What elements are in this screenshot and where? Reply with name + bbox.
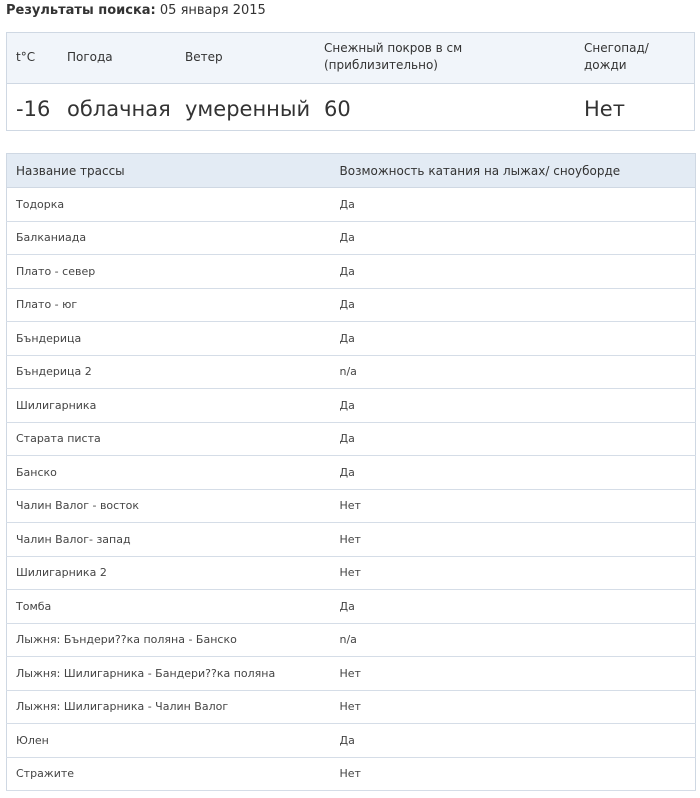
track-name: Плато - север: [7, 255, 331, 289]
weather-value-weather: облачная: [67, 97, 171, 121]
track-availability: Да: [331, 422, 696, 456]
track-name: Плато - юг: [7, 288, 331, 322]
search-results-label: Результаты поиска:: [6, 3, 156, 18]
search-results-date: 05 января 2015: [159, 3, 266, 18]
track-name: Чалин Валог- запад: [7, 523, 331, 557]
weather-value-temp: -16: [16, 97, 51, 121]
search-results-line: [6, 3, 266, 18]
table-row: [7, 590, 696, 624]
track-name: Шилигарника: [7, 389, 331, 423]
track-availability: Да: [331, 456, 696, 490]
tracks-header-row: [7, 154, 696, 188]
weather-value-wind: умеренный: [185, 97, 311, 121]
track-availability: Да: [331, 322, 696, 356]
track-name: Банско: [7, 456, 331, 490]
table-row: [7, 556, 696, 590]
weather-header-snowfall-line2: дожди: [584, 58, 627, 72]
tracks-table: [6, 153, 696, 791]
track-availability: n/a: [331, 623, 696, 657]
track-availability: n/a: [331, 355, 696, 389]
table-row: [7, 322, 696, 356]
track-availability: Да: [331, 724, 696, 758]
track-name: Лыжня: Шилигарника - Чалин Валог: [7, 690, 331, 724]
track-availability: Нет: [331, 657, 696, 691]
weather-header-snowfall: [584, 40, 649, 74]
weather-header-wind: Ветер: [185, 50, 223, 64]
tracks-header-name: Название трассы: [7, 154, 331, 188]
table-row: [7, 188, 696, 222]
track-name: Старата писта: [7, 422, 331, 456]
table-row: [7, 489, 696, 523]
weather-header-weather: Погода: [67, 50, 113, 64]
track-name: Чалин Валог - восток: [7, 489, 331, 523]
weather-header-snow-line1: Снежный покров в см: [324, 41, 463, 55]
track-name: Томба: [7, 590, 331, 624]
table-row: [7, 355, 696, 389]
track-availability: Нет: [331, 690, 696, 724]
weather-header-snowfall-line1: Снегопад/: [584, 41, 649, 55]
track-name: Стражите: [7, 757, 331, 791]
track-name: Балканиада: [7, 221, 331, 255]
track-availability: Да: [331, 221, 696, 255]
track-availability: Да: [331, 590, 696, 624]
table-row: [7, 523, 696, 557]
track-name: Юлен: [7, 724, 331, 758]
table-row: [7, 288, 696, 322]
table-row: [7, 422, 696, 456]
weather-header-snow-line2: (приблизительно): [324, 58, 438, 72]
track-name: Тодорка: [7, 188, 331, 222]
table-row: [7, 623, 696, 657]
weather-header-temp: t°C: [16, 50, 36, 64]
track-availability: Да: [331, 389, 696, 423]
table-row: [7, 255, 696, 289]
track-name: Бъндерица 2: [7, 355, 331, 389]
tracks-header-availability: Возможность катания на лыжах/ сноуборде: [331, 154, 696, 188]
table-row: [7, 724, 696, 758]
track-availability: Нет: [331, 757, 696, 791]
table-row: [7, 690, 696, 724]
track-availability: Нет: [331, 489, 696, 523]
weather-value-snow: 60: [324, 97, 351, 121]
track-availability: Нет: [331, 523, 696, 557]
track-availability: Да: [331, 288, 696, 322]
weather-header-snow: [324, 40, 462, 74]
weather-value-snowfall: Нет: [584, 97, 625, 121]
table-row: [7, 456, 696, 490]
weather-header-row: [7, 33, 694, 84]
weather-summary: [6, 32, 695, 131]
track-availability: Нет: [331, 556, 696, 590]
track-name: Шилигарника 2: [7, 556, 331, 590]
track-availability: Да: [331, 255, 696, 289]
table-row: [7, 221, 696, 255]
table-row: [7, 657, 696, 691]
track-name: Лыжня: Бъндери??ка поляна - Банско: [7, 623, 331, 657]
table-row: [7, 757, 696, 791]
track-name: Лыжня: Шилигарника - Бандери??ка поляна: [7, 657, 331, 691]
track-name: Бъндерица: [7, 322, 331, 356]
track-availability: Да: [331, 188, 696, 222]
table-row: [7, 389, 696, 423]
